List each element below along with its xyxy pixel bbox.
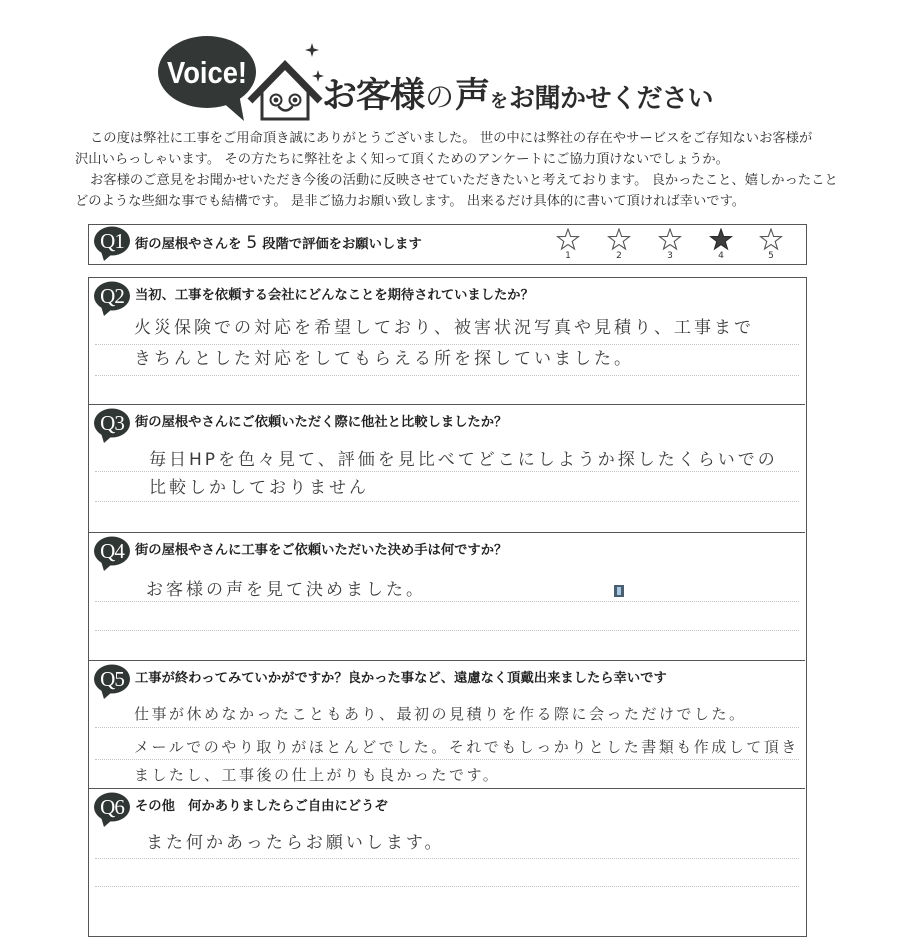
badge-label: Q5 [100, 667, 124, 691]
question-text: その他 何かありましたらご自由にどうぞ [135, 799, 388, 814]
cursor-marker [614, 585, 624, 597]
rating-star-4 [708, 227, 734, 263]
answers-box [88, 277, 807, 937]
star-label: 4 [718, 251, 724, 261]
rating-star-5 [758, 227, 784, 263]
badge-label: Q1 [100, 229, 124, 253]
question-2-section [89, 278, 805, 405]
dotted-guide-line [95, 759, 799, 760]
question-text-after: 段階で評価をお願いします [262, 237, 422, 252]
question-badge [93, 408, 133, 444]
badge-label: Q6 [100, 795, 124, 819]
question-4-section [89, 532, 805, 660]
header-illustration [0, 0, 340, 130]
star-icon [658, 228, 682, 251]
title-part-no: の [425, 80, 455, 114]
handwritten-answer-line: 火災保険での対応を希望しており、被害状況写真や見積り、工事まで [134, 318, 754, 338]
voice-speech-bubble-icon [158, 36, 256, 121]
question-5-section [89, 660, 805, 788]
handwritten-answer-line: 毎日HPを色々見て、評価を見比べてどこにしようか探したくらいでの [149, 450, 778, 470]
question-1-rating-box [88, 224, 807, 265]
dotted-guide-line [95, 344, 799, 345]
rating-star-3 [657, 227, 683, 263]
question-badge [93, 226, 133, 262]
dotted-guide-line [95, 630, 799, 631]
handwritten-answer-line: メールでのやり取りがほとんどでした。それでもしっかりとした書類も作成して頂き [134, 738, 799, 756]
dotted-guide-line [95, 727, 799, 728]
dotted-guide-line [95, 375, 799, 376]
title-part-customer: お客様 [322, 76, 425, 116]
question-text: 当初、工事を依頼する会社にどんなことを期待されていましたか？ [135, 288, 534, 303]
star-icon [759, 228, 783, 251]
badge-label: Q3 [100, 411, 124, 435]
intro-line: どのような些細な事でも結構です。 是非ご協力お願い致します。 出来るだけ具体的に書いて頂ければ幸いです。 [75, 194, 746, 209]
handwritten-answer-line: お客様の声を見て決めました。 [146, 580, 426, 600]
handwritten-answer-line: 比較しかしておりません [149, 478, 369, 498]
star-label: 3 [667, 251, 673, 261]
rating-star-1 [555, 227, 581, 263]
question-text: 工事が終わってみていかがですか？良かった事など、遠慮なく頂戴出来ましたら幸いです [135, 671, 667, 686]
star-icon [556, 228, 580, 251]
voice-label: Voice! [167, 55, 247, 90]
intro-line: 沢山いらっしゃいます。 その方たちに弊社をよく知って頂くためのアンケートにご協力頂けないでしょうか。 [75, 152, 729, 167]
title-part-voice: 声 [455, 76, 490, 116]
star-label: 5 [768, 251, 774, 261]
question-text: 街の屋根やさんにご依頼いただく際に他社と比較しましたか？ [135, 415, 508, 430]
star-icon [607, 228, 631, 251]
rating-scale-number: 5 [246, 233, 258, 253]
question-6-section [89, 788, 805, 939]
smiling-house-icon [250, 65, 320, 119]
page-title [322, 68, 713, 118]
rating-star-2 [606, 227, 632, 263]
intro-line: この度は弊社に工事をご用命頂き誠にありがとうございました。 世の中には弊社の存在やサービスをご存知ないお客様が [90, 131, 813, 146]
question-badge [93, 281, 133, 317]
question-badge [93, 664, 133, 700]
cursor-marker-inner [617, 587, 621, 595]
badge-label: Q2 [100, 284, 124, 308]
question-text-before: 街の屋根やさんを [135, 237, 242, 252]
question-badge [93, 792, 133, 828]
badge-label: Q4 [100, 539, 124, 563]
handwritten-answer-line: また何かあったらお願いします。 [146, 833, 445, 853]
star-label: 2 [616, 251, 622, 261]
intro-line: お客様のご意見をお聞かせいただき今後の活動に反映させていただきたいと考えております。 良かったこと、嬉しかったこと [90, 173, 838, 188]
handwritten-answer-line: ましたし、工事後の仕上がりも良かったです。 [134, 766, 501, 784]
dotted-guide-line [95, 501, 799, 502]
question-3-section [89, 404, 805, 532]
intro-paragraph [75, 128, 855, 212]
handwritten-answer-line: きちんとした対応をしてもらえる所を探していました。 [134, 349, 634, 369]
title-part-wo: を [490, 91, 509, 112]
star-label: 1 [565, 251, 571, 261]
handwritten-answer-line: 仕事が休めなかったこともあり、最初の見積りを作る際に会っただけでした。 [134, 705, 747, 723]
question-text [135, 234, 422, 254]
star-icon [709, 228, 733, 251]
dotted-guide-line [95, 886, 799, 887]
question-text: 街の屋根やさんに工事をご依頼いただいた決め手は何ですか？ [135, 543, 508, 558]
title-part-please-tell: お聞かせください [509, 84, 714, 114]
question-badge [93, 536, 133, 572]
dotted-guide-line [95, 858, 799, 859]
